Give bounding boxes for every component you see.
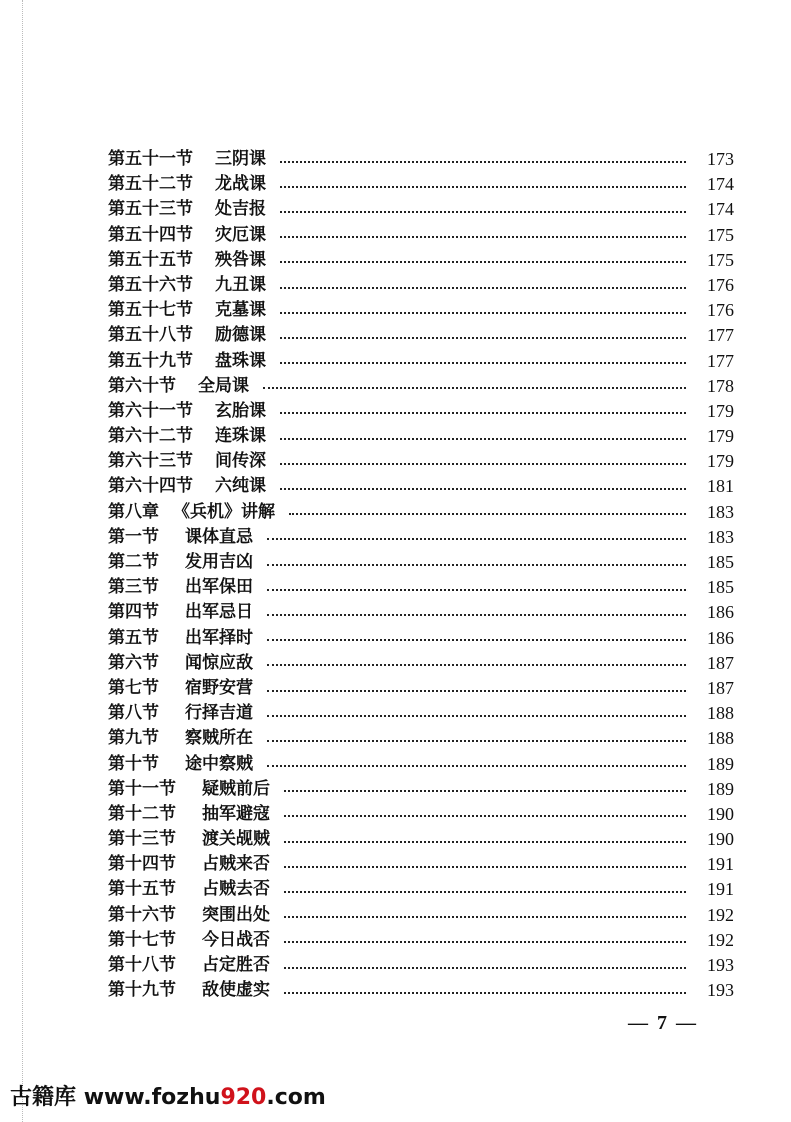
dot-leader [284,841,686,843]
dot-leader [280,236,686,238]
toc-row [108,827,734,852]
toc-entry-title: 连珠课 [215,426,266,447]
toc-entry-title: 今日战否 [202,929,270,950]
toc-row [108,626,734,651]
toc-row [108,172,734,197]
toc-section-label: 第五十二节 [108,174,193,195]
toc-page-number: 179 [707,426,734,447]
toc-section-label: 第五十三节 [108,199,193,220]
toc-page-number: 174 [707,199,734,220]
toc-page-number: 183 [707,501,734,522]
toc-section-label: 第十七节 [108,929,176,950]
toc-page-number: 177 [707,350,734,371]
toc-entry-title: 六纯课 [215,476,266,497]
toc-section-label: 第七节 [108,677,159,698]
toc-page-number: 187 [707,677,734,698]
toc-row [108,575,734,600]
toc-entry-title: 龙战课 [215,174,266,195]
toc-row [108,600,734,625]
toc-section-label: 第十节 [108,753,159,774]
toc-section-label: 第五十九节 [108,350,193,371]
toc-entry-title: 九丑课 [215,274,266,295]
toc-page-number: 188 [707,703,734,724]
toc-row [108,147,734,172]
dot-leader [280,488,686,490]
toc-section-label: 第二节 [108,552,159,572]
toc-section-label: 第三节 [108,577,159,598]
watermark [10,1080,326,1111]
dot-leader [267,765,686,767]
toc-section-label: 第六十一节 [108,400,193,421]
toc-page-number: 175 [707,249,734,270]
dot-leader [280,211,686,213]
toc-page-number: 189 [707,753,734,774]
dot-leader [280,438,686,440]
toc-row [108,953,734,978]
toc-page-number: 191 [707,854,734,875]
dot-leader [284,815,686,817]
toc-section-label: 第十八节 [108,955,176,975]
toc-row [108,726,734,751]
toc-entry-title: 殃咎课 [215,249,266,270]
dot-leader [267,564,686,566]
dot-leader [280,337,686,339]
toc-row [108,802,734,827]
toc-page-number: 178 [707,375,734,396]
toc-entry-title: 出军择时 [185,627,253,648]
dot-leader [280,362,686,364]
toc-page-number: 185 [707,577,734,598]
toc-section-label: 第十六节 [108,904,176,925]
toc-entry-title: 课体直忌 [185,526,253,547]
toc-entry-title: 出军忌日 [185,602,253,623]
toc-section-label: 第六十二节 [108,426,193,447]
toc-row [108,374,734,399]
toc-page-number: 190 [707,829,734,850]
toc-entry-title: 占贼去否 [202,879,270,900]
dot-leader [284,891,686,893]
toc-row [108,273,734,298]
dot-leader [284,790,686,792]
toc-page-number: 188 [707,728,734,749]
toc-page-number: 179 [707,400,734,421]
dot-leader [263,387,686,389]
toc-section-label: 第五十四节 [108,224,193,245]
dot-leader [289,513,686,515]
toc-chapter-row [108,500,734,525]
toc-section-label: 第六十三节 [108,451,193,472]
toc-row [108,852,734,877]
dot-leader [280,287,686,289]
toc-page-number: 190 [707,803,734,824]
toc-entry-title: 途中察贼 [185,753,253,774]
toc-entry-title: 闻惊应敌 [185,652,253,673]
toc-row [108,248,734,273]
toc-entry-title: 出军保田 [185,577,253,598]
dot-leader [284,941,686,943]
toc-row [108,651,734,676]
dot-leader [267,690,686,692]
toc-row [108,223,734,248]
toc-row [108,877,734,902]
toc-entry-title: 突围出处 [202,904,270,925]
dot-leader [284,967,686,969]
table-of-contents [108,147,734,1003]
page-edge-line [22,0,23,1122]
toc-entry-title: 发用吉凶 [185,552,253,572]
dot-leader [280,186,686,188]
toc-section-label: 第十三节 [108,829,176,850]
watermark-url-accent: 920 [220,1085,267,1110]
toc-row [108,298,734,323]
toc-section-label: 第十二节 [108,803,176,824]
watermark-site-name: 古籍库 [10,1085,77,1110]
dot-leader [280,412,686,414]
toc-section-label: 第六节 [108,652,159,673]
toc-section-label: 第五十一节 [108,149,193,169]
watermark-url-prefix: www.fozhu [83,1085,221,1110]
toc-section-label: 第九节 [108,728,159,749]
toc-page-number: 193 [707,980,734,1001]
toc-entry-title: 占贼来否 [202,854,270,875]
toc-row [108,323,734,348]
dot-leader [267,664,686,666]
toc-entry-title: 行择吉道 [185,703,253,724]
toc-row [108,676,734,701]
dot-leader [280,261,686,263]
toc-page-number: 173 [707,149,734,169]
toc-page-number: 177 [707,325,734,346]
toc-section-label: 第五十七节 [108,300,193,321]
toc-entry-title: 三阴课 [215,149,266,169]
toc-entry-title: 占定胜否 [202,955,270,975]
toc-page-number: 185 [707,552,734,572]
dot-leader [267,614,686,616]
dot-leader [280,312,686,314]
toc-entry-title: 《兵机》讲解 [173,501,275,522]
dot-leader [267,715,686,717]
toc-entry-title: 处吉报 [215,199,266,220]
toc-section-label: 第五十八节 [108,325,193,346]
toc-page-number: 174 [707,174,734,195]
toc-row [108,903,734,928]
toc-page-number: 192 [707,904,734,925]
toc-entry-title: 间传深 [215,451,266,472]
toc-page-number: 183 [707,526,734,547]
toc-row [108,474,734,499]
toc-entry-title: 克墓课 [215,300,266,321]
toc-entry-title: 玄胎课 [215,400,266,421]
toc-row [108,424,734,449]
toc-page-number: 186 [707,627,734,648]
toc-row [108,525,734,550]
dot-leader [280,463,686,465]
toc-row [108,399,734,424]
toc-entry-title: 察贼所在 [185,728,253,749]
toc-section-label: 第八节 [108,703,159,724]
dot-leader [267,589,686,591]
toc-row [108,449,734,474]
toc-entry-title: 全局课 [198,375,249,396]
dot-leader [267,639,686,641]
toc-page-number: 179 [707,451,734,472]
toc-page-number: 189 [707,778,734,799]
toc-row [108,197,734,222]
toc-page-number: 186 [707,602,734,623]
dot-leader [267,538,686,540]
toc-entry-title: 盘珠课 [215,350,266,371]
toc-row [108,978,734,1003]
toc-page-number: 187 [707,652,734,673]
toc-page-number: 176 [707,300,734,321]
page-number: — 7 — [628,1012,698,1034]
toc-page-number: 192 [707,929,734,950]
toc-section-label: 第四节 [108,602,159,623]
toc-section-label: 第六十节 [108,375,176,396]
toc-page-number: 176 [707,274,734,295]
toc-entry-title: 敌使虚实 [202,980,270,1001]
toc-section-label: 第五十六节 [108,274,193,295]
toc-row [108,701,734,726]
toc-page-number: 193 [707,955,734,975]
toc-section-label: 第五节 [108,627,159,648]
toc-section-label: 第十四节 [108,854,176,875]
toc-entry-title: 疑贼前后 [202,778,270,799]
dot-leader [280,161,686,163]
toc-section-label: 第六十四节 [108,476,193,497]
toc-section-label: 第八章 [108,501,159,522]
toc-entry-title: 励德课 [215,325,266,346]
toc-section-label: 第十一节 [108,778,176,799]
toc-row [108,752,734,777]
watermark-url-suffix: .com [266,1085,326,1110]
dot-leader [284,916,686,918]
toc-row [108,349,734,374]
toc-section-label: 第十五节 [108,879,176,900]
toc-row [108,928,734,953]
dot-leader [284,992,686,994]
toc-entry-title: 宿野安营 [185,677,253,698]
toc-row [108,777,734,802]
dot-leader [267,740,686,742]
toc-entry-title: 渡关觇贼 [202,829,270,850]
toc-section-label: 第一节 [108,526,159,547]
toc-row [108,550,734,575]
toc-section-label: 第十九节 [108,980,176,1001]
toc-entry-title: 灾厄课 [215,224,266,245]
toc-page-number: 175 [707,224,734,245]
toc-page-number: 181 [707,476,734,497]
toc-section-label: 第五十五节 [108,249,193,270]
dot-leader [284,866,686,868]
toc-entry-title: 抽军避寇 [202,803,270,824]
toc-page-number: 191 [707,879,734,900]
